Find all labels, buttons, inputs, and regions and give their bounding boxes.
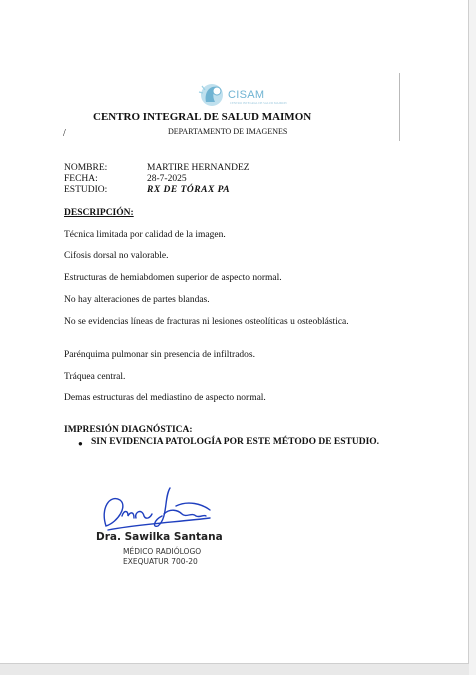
description-heading: DESCRIPCIÓN: xyxy=(64,208,134,218)
patient-name-row xyxy=(64,163,250,173)
header-divider xyxy=(399,73,400,141)
name-label: NOMBRE: xyxy=(64,163,108,173)
description-paragraph: Tráquea central. xyxy=(64,372,126,382)
logo-text: CISAM xyxy=(228,89,265,101)
description-paragraph: Demas estructuras del mediastino de aspecto normal. xyxy=(64,393,266,403)
study-row xyxy=(64,185,230,195)
department-name: DEPARTAMENTO DE IMAGENES xyxy=(168,127,288,136)
study-label: ESTUDIO: xyxy=(64,185,108,195)
name-value: MARTIRE HERNANDEZ xyxy=(147,163,250,173)
center-name: CENTRO INTEGRAL DE SALUD MAIMON xyxy=(93,111,312,123)
description-paragraph: No hay alteraciones de partes blandas. xyxy=(64,295,210,305)
signer-title: MÉDICO RADIÓLOGO xyxy=(123,547,202,556)
handwritten-signature xyxy=(98,478,218,534)
description-paragraph: Técnica limitada por calidad de la imagen. xyxy=(64,230,226,240)
signer-exequatur: EXEQUATUR 700-20 xyxy=(123,557,198,566)
impression-item: SIN EVIDENCIA PATOLOGÍA POR ESTE MÉTODO DE ESTUDIO. xyxy=(91,437,380,447)
description-paragraph: Parénquima pulmonar sin presencia de infiltrados. xyxy=(64,350,256,360)
date-label: FECHA: xyxy=(64,174,98,184)
date-row xyxy=(64,174,187,184)
date-value: 28-7-2025 xyxy=(147,174,187,184)
study-value: RX DE TÓRAX PA xyxy=(147,185,231,195)
signer-name: Dra. Sawilka Santana xyxy=(96,531,223,543)
header-mark: / xyxy=(63,128,66,139)
impression-heading: IMPRESIÓN DIAGNÓSTICA: xyxy=(64,425,193,435)
bullet-icon: ● xyxy=(78,439,83,448)
logo-subtext: CENTRO INTEGRAL DE SALUD MAIMON xyxy=(230,101,287,105)
description-paragraph: Estructuras de hemiabdomen superior de aspecto normal. xyxy=(64,273,282,283)
window-edge xyxy=(469,0,476,675)
description-paragraph: Cifosis dorsal no valorable. xyxy=(64,251,169,261)
description-paragraph: No se evidencias líneas de fracturas ni lesiones osteolíticas u osteoblástica. xyxy=(64,317,349,327)
